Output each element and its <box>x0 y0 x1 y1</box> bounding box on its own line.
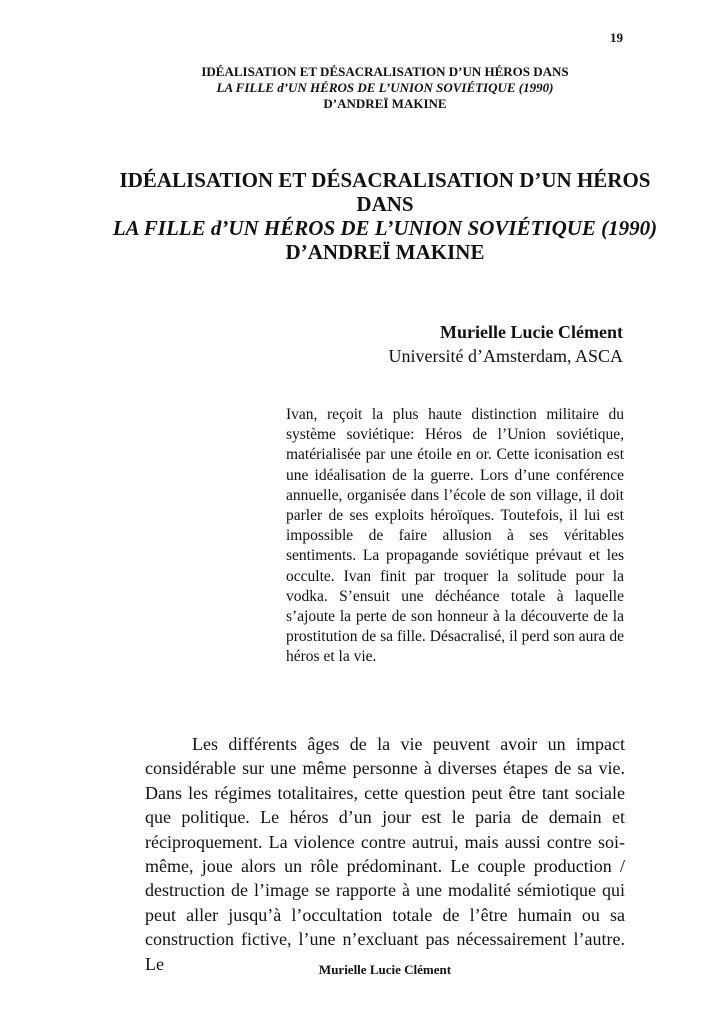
running-header <box>0 64 723 112</box>
title-line-4: D’ANDREÏ MAKINE <box>285 240 485 264</box>
title-line-2: DANS <box>356 192 414 216</box>
running-footer: Murielle Lucie Clément <box>318 962 452 977</box>
page-number: 19 <box>610 30 623 45</box>
body-paragraph: Les différents âges de la vie peuvent avoir un impact considérable sur une même personne à diverses étapes de sa vie. Dans les régimes totalitaires, cette question peut être tant sociale que politique. Le héros d’un jour est le paria de demain et réciproquement. La violence contre autrui, mais aussi contre soi-même, joue alors un rôle prédominant. Le couple production / destruction de l’image se rapporte à une modalité sémiotique qui peut aller jusqu’à l’occultation totale de l’être humain ou sa construction fictive, l’une n’excluant pas nécessairement l’autre. Le <box>145 734 625 974</box>
running-header-line-1: IDÉALISATION ET DÉSACRALISATION D’UN HÉROS DANS <box>201 64 569 79</box>
author-name: Murielle Lucie Clément <box>440 322 623 342</box>
author-affiliation: Université d’Amsterdam, ASCA <box>388 346 623 366</box>
title-line-1: IDÉALISATION ET DÉSACRALISATION D’UN HÉROS <box>119 168 651 192</box>
abstract: Ivan, reçoit la plus haute distinction militaire du système soviétique: Héros de l’Union soviétique, matérialisée par une étoile en or. Cette iconisation est une idéalisation de la guerre. Lors d’une conférence annuelle, organisée dans l’école de son village, il doit parler de ses exploits héroïques. Toutefois, il lui est impossible de faire allusion à ses véritables sentiments. La propagande soviétique prévaut et les occulte. Ivan finit par troquer la solitude pour la vodka. S’ensuit une déchéance totale à laquelle s’ajoute la perte de son honneur à la découverte de la prostitution de sa fille. Désacralisé, il perd son aura de héros et la vie. <box>286 406 624 666</box>
article-title <box>0 168 723 264</box>
title-line-3: LA FILLE d’UN HÉROS DE L’UNION SOVIÉTIQUE (1990) <box>112 216 658 240</box>
running-header-line-2: LA FILLE d’UN HÉROS DE L’UNION SOVIÉTIQUE (1990) <box>216 80 554 95</box>
author-block <box>389 320 623 368</box>
running-header-line-3: D’ANDREÏ MAKINE <box>323 96 447 111</box>
